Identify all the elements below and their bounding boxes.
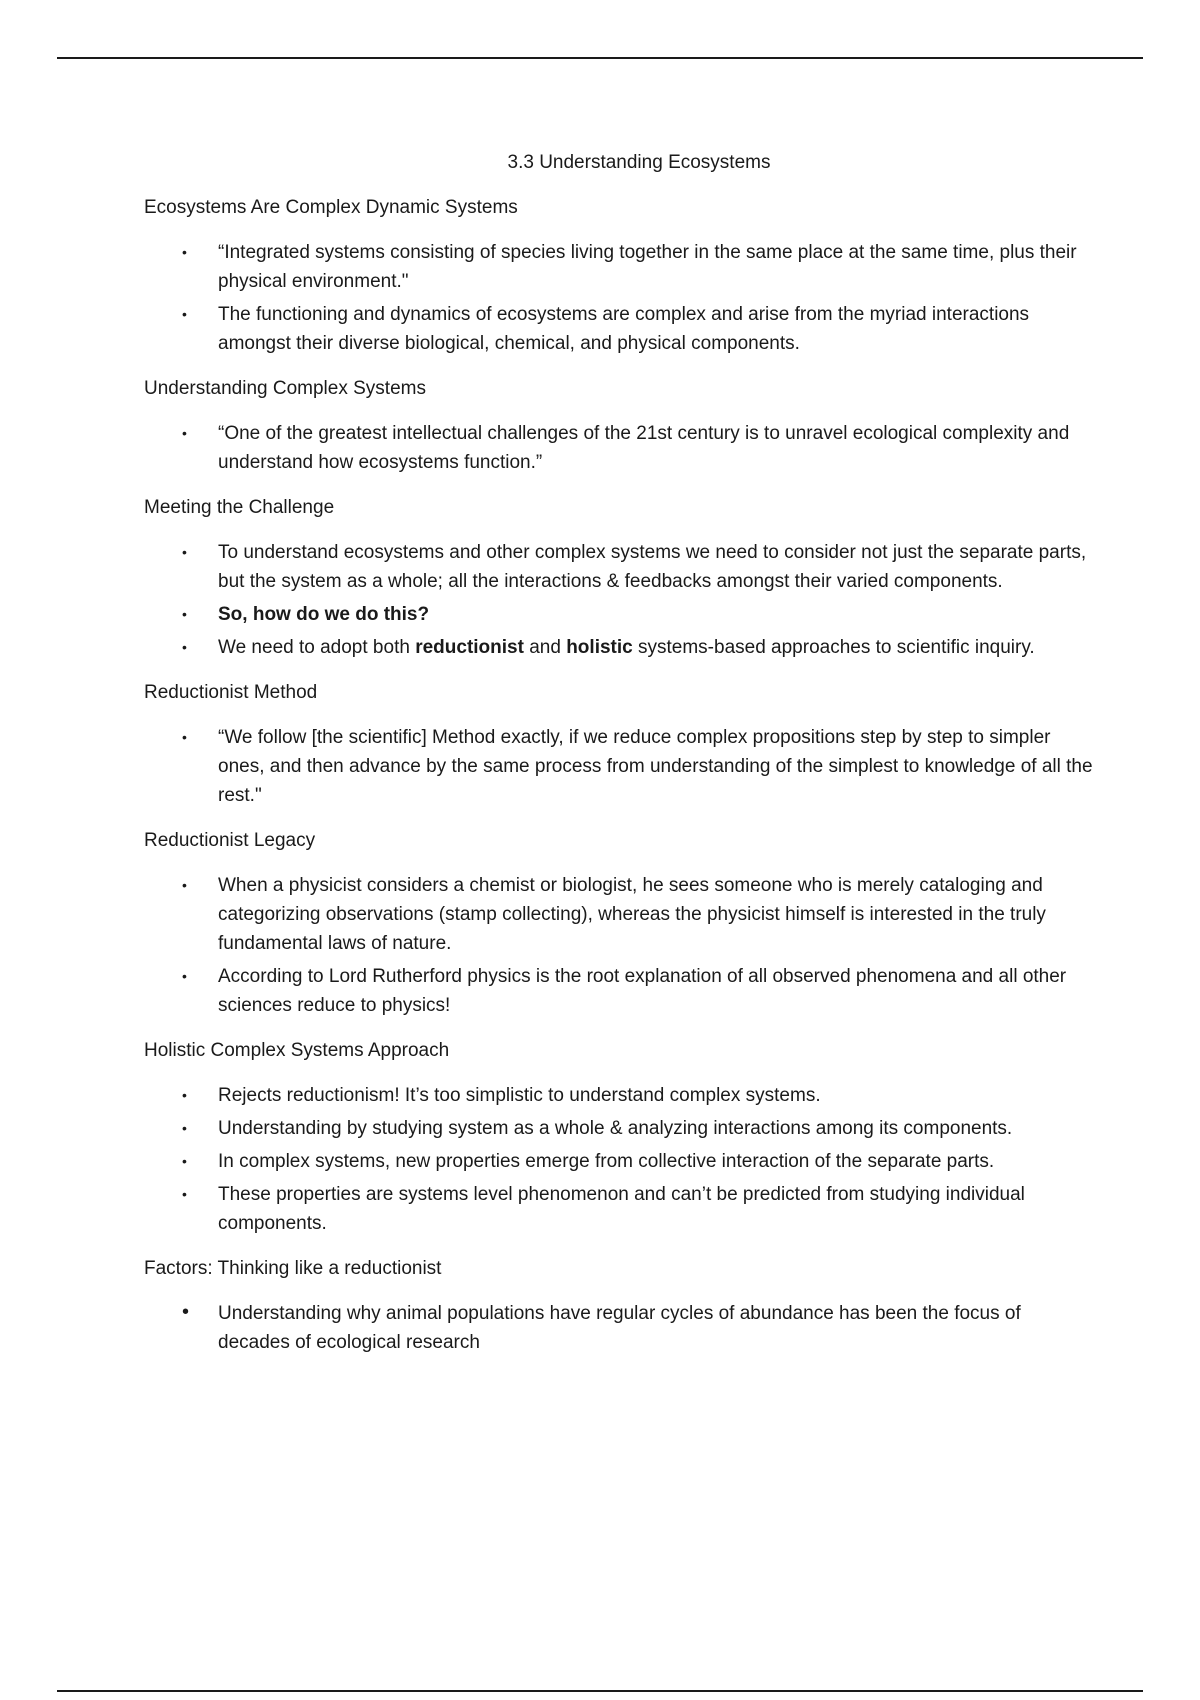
section-heading: Factors: Thinking like a reductionist bbox=[144, 1258, 442, 1279]
section-heading: Ecosystems Are Complex Dynamic Systems bbox=[144, 197, 518, 218]
top-rule bbox=[57, 57, 1143, 59]
bullet-list bbox=[144, 1299, 1094, 1357]
list-item: • “We follow [the scientific] Method exactly, if we reduce complex propositions step by step to simpler ones, and then advance by the same process from understanding of the simplest to knowledge of all the rest." bbox=[144, 723, 1094, 810]
bullet-icon: • bbox=[182, 544, 187, 560]
bullet-icon: • bbox=[182, 968, 187, 984]
page-title: 3.3 Understanding Ecosystems bbox=[507, 152, 771, 173]
bullet-list bbox=[144, 419, 1094, 477]
bullet-icon: • bbox=[182, 606, 187, 622]
list-item: • “One of the greatest intellectual challenges of the 21st century is to unravel ecological complexity and understand how ecosystems function.” bbox=[144, 419, 1094, 477]
list-item: • We need to adopt both reductionist and holistic systems-based approaches to scientific inquiry. bbox=[144, 633, 1094, 662]
bullet-list bbox=[144, 871, 1094, 1020]
bullet-icon: • bbox=[182, 1153, 187, 1169]
list-item: • Understanding why animal populations have regular cycles of abundance has been the focus of decades of ecological research bbox=[144, 1299, 1094, 1357]
bullet-list bbox=[144, 1081, 1094, 1238]
list-item: • Understanding by studying system as a whole & analyzing interactions among its components. bbox=[144, 1114, 1094, 1143]
section-heading: Reductionist Method bbox=[144, 682, 318, 703]
bullet-icon: • bbox=[182, 1087, 187, 1103]
bullet-icon: • bbox=[182, 877, 187, 893]
list-item: • The functioning and dynamics of ecosystems are complex and arise from the myriad interactions amongst their diverse biological, chemical, and physical components. bbox=[144, 300, 1094, 358]
list-item: • According to Lord Rutherford physics is the root explanation of all observed phenomena and all other sciences reduce to physics! bbox=[144, 962, 1094, 1020]
list-item: • To understand ecosystems and other complex systems we need to consider not just the separate parts, but the system as a whole; all the interactions & feedbacks amongst their varied components. bbox=[144, 538, 1094, 596]
list-item: • These properties are systems level phenomenon and can’t be predicted from studying individual components. bbox=[144, 1180, 1094, 1238]
bullet-icon: • bbox=[182, 425, 187, 441]
section-heading: Meeting the Challenge bbox=[144, 497, 335, 518]
list-item: • “Integrated systems consisting of species living together in the same place at the same time, plus their physical environment." bbox=[144, 238, 1094, 296]
bullet-icon: • bbox=[182, 306, 187, 322]
section-heading: Understanding Complex Systems bbox=[144, 378, 426, 399]
bullet-icon: • bbox=[182, 244, 187, 260]
bullet-list bbox=[144, 538, 1094, 662]
list-item: • In complex systems, new properties emerge from collective interaction of the separate parts. bbox=[144, 1147, 1094, 1176]
bullet-list bbox=[144, 723, 1094, 810]
bullet-icon: • bbox=[182, 1301, 190, 1323]
bullet-icon: • bbox=[182, 1186, 187, 1202]
bullet-icon: • bbox=[182, 1120, 187, 1136]
document-body bbox=[144, 148, 1094, 1373]
list-item: • Rejects reductionism! It’s too simplistic to understand complex systems. bbox=[144, 1081, 1094, 1110]
list-item: • When a physicist considers a chemist or biologist, he sees someone who is merely cataloging and categorizing observations (stamp collecting), whereas the physicist himself is interested in the truly fundamental laws of nature. bbox=[144, 871, 1094, 958]
bullet-icon: • bbox=[182, 639, 187, 655]
bottom-rule bbox=[57, 1690, 1143, 1692]
section-heading: Holistic Complex Systems Approach bbox=[144, 1040, 450, 1061]
section-heading: Reductionist Legacy bbox=[144, 830, 316, 851]
bullet-icon: • bbox=[182, 729, 187, 745]
list-item: • So, how do we do this? bbox=[144, 600, 1094, 629]
bullet-list bbox=[144, 238, 1094, 358]
